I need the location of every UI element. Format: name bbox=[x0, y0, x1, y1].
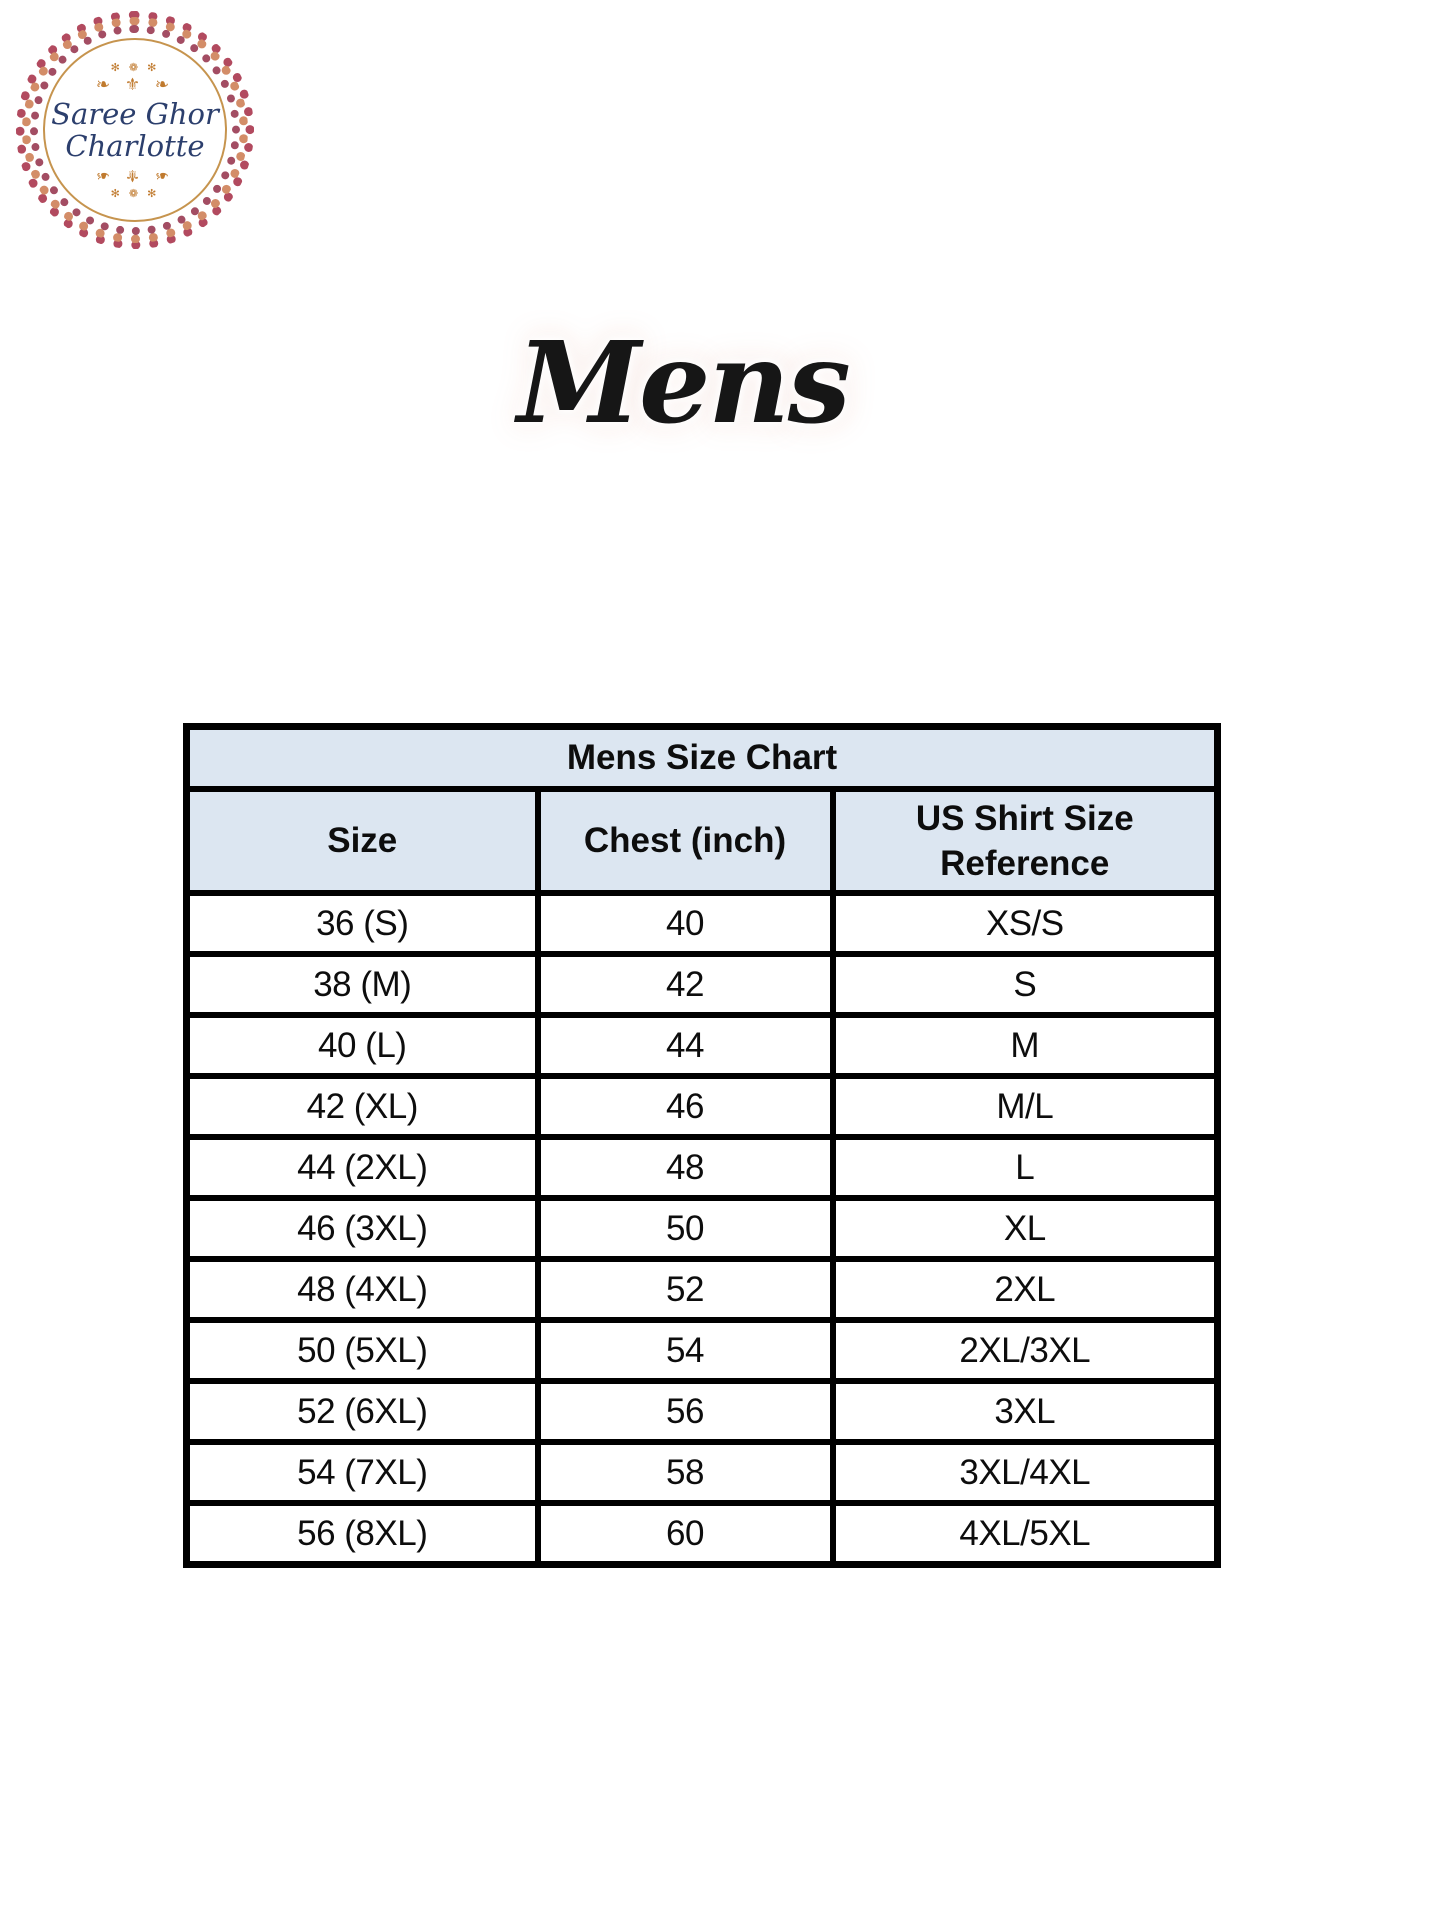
brand-logo bbox=[16, 11, 254, 249]
size-cell: 38 (M) bbox=[187, 954, 538, 1015]
size-cell: 50 (5XL) bbox=[187, 1320, 538, 1381]
table-title-row bbox=[187, 727, 1218, 790]
logo-name-line2: Charlotte bbox=[65, 129, 205, 163]
size-cell: 54 (7XL) bbox=[187, 1442, 538, 1503]
page-title: Mens bbox=[517, 318, 849, 449]
table-row bbox=[187, 1381, 1218, 1442]
us-size-cell: 4XL/5XL bbox=[833, 1503, 1218, 1565]
chest-cell: 54 bbox=[538, 1320, 833, 1381]
logo-flourish-top-small-icon: ✻ ❁ ✻ bbox=[110, 61, 160, 74]
logo-name-line1: Saree Ghor bbox=[51, 96, 219, 131]
us-size-cell: XL bbox=[833, 1198, 1218, 1259]
logo-flourish-top-large-icon: ❧ ⚜ ❧ bbox=[95, 74, 175, 94]
chest-cell: 46 bbox=[538, 1076, 833, 1137]
chest-cell: 52 bbox=[538, 1259, 833, 1320]
size-cell: 48 (4XL) bbox=[187, 1259, 538, 1320]
table-row bbox=[187, 1076, 1218, 1137]
chest-cell: 48 bbox=[538, 1137, 833, 1198]
us-size-cell: M bbox=[833, 1015, 1218, 1076]
chest-cell: 50 bbox=[538, 1198, 833, 1259]
table-row bbox=[187, 1137, 1218, 1198]
table-header-row bbox=[187, 789, 1218, 893]
chest-cell: 58 bbox=[538, 1442, 833, 1503]
logo-name bbox=[51, 98, 219, 163]
logo-flourish-bottom-small-icon: ✻ ❁ ✻ bbox=[110, 186, 160, 199]
chest-cell: 42 bbox=[538, 954, 833, 1015]
column-header-chest: Chest (inch) bbox=[538, 789, 833, 893]
size-cell: 42 (XL) bbox=[187, 1076, 538, 1137]
table-row bbox=[187, 1442, 1218, 1503]
logo-content bbox=[46, 41, 224, 219]
column-header-size: Size bbox=[187, 789, 538, 893]
chest-cell: 40 bbox=[538, 893, 833, 954]
us-size-cell: L bbox=[833, 1137, 1218, 1198]
table-row bbox=[187, 1320, 1218, 1381]
size-cell: 40 (L) bbox=[187, 1015, 538, 1076]
table-row bbox=[187, 893, 1218, 954]
size-cell: 56 (8XL) bbox=[187, 1503, 538, 1565]
us-size-cell: 3XL/4XL bbox=[833, 1442, 1218, 1503]
us-size-cell: 2XL/3XL bbox=[833, 1320, 1218, 1381]
column-header-us-size: US Shirt Size Reference bbox=[833, 789, 1218, 893]
logo-flourish-bottom-large-icon: ❧ ⚜ ❧ bbox=[95, 166, 175, 186]
size-cell: 52 (6XL) bbox=[187, 1381, 538, 1442]
table-row bbox=[187, 1198, 1218, 1259]
size-cell: 44 (2XL) bbox=[187, 1137, 538, 1198]
chest-cell: 44 bbox=[538, 1015, 833, 1076]
table-row bbox=[187, 1259, 1218, 1320]
table-row bbox=[187, 1503, 1218, 1565]
table-row bbox=[187, 1015, 1218, 1076]
us-size-cell: XS/S bbox=[833, 893, 1218, 954]
chest-cell: 60 bbox=[538, 1503, 833, 1565]
us-size-cell: 2XL bbox=[833, 1259, 1218, 1320]
table-title: Mens Size Chart bbox=[187, 727, 1218, 790]
us-size-cell: S bbox=[833, 954, 1218, 1015]
size-cell: 46 (3XL) bbox=[187, 1198, 538, 1259]
size-cell: 36 (S) bbox=[187, 893, 538, 954]
table-row bbox=[187, 954, 1218, 1015]
size-chart-table bbox=[183, 723, 1221, 1568]
chest-cell: 56 bbox=[538, 1381, 833, 1442]
us-size-cell: 3XL bbox=[833, 1381, 1218, 1442]
us-size-cell: M/L bbox=[833, 1076, 1218, 1137]
